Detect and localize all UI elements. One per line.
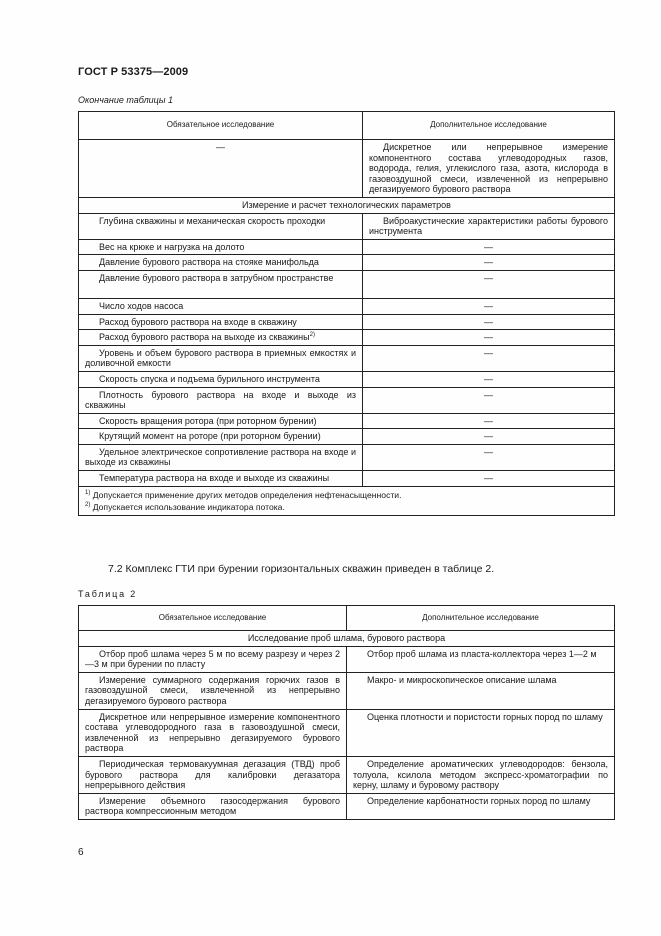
table-cell: Отбор проб шлама через 5 м по всему разрезу и через 2—3 м при бурении по пласту bbox=[79, 646, 347, 672]
table-cell: Отбор проб шлама из пласта-коллектора через 1—2 м bbox=[347, 646, 615, 672]
table-cell: Дискретное или непрерывное измерение компонентного состава углеводородных газов, водорода, гелия, углекислого газа, азота, кислорода в газовоздушной смеси, извлеченной из непрерывно дегазируемого бурового раствора bbox=[363, 140, 615, 198]
table-row bbox=[79, 429, 615, 445]
footnote-mark: 1) bbox=[85, 489, 91, 496]
table-cell: Периодическая термовакуумная дегазация (ТВД) проб бурового раствора для калибровки дегазатора непрерывного действия bbox=[79, 756, 347, 793]
table-cell: Плотность бурового раствора на входе и выходе из скважины bbox=[79, 387, 363, 413]
table-row bbox=[79, 444, 615, 470]
table-row bbox=[79, 709, 615, 756]
footnote-mark: 2) bbox=[309, 332, 315, 339]
table-row bbox=[79, 298, 615, 314]
footnote-text: Допускается применение других методов определения нефтенасыщенности. bbox=[92, 489, 402, 500]
table-cell: Давление бурового раствора в затрубном пространстве bbox=[79, 270, 363, 298]
table-cell: Расход бурового раствора на входе в скважину bbox=[79, 314, 363, 330]
table-cell: Температура раствора на входе и выходе из скважины bbox=[79, 471, 363, 487]
table-row bbox=[79, 314, 615, 330]
table-cell: — bbox=[363, 413, 615, 429]
table-header-row bbox=[79, 112, 615, 140]
table-cell: Определение карбонатности горных пород по шламу bbox=[347, 793, 615, 819]
section-row bbox=[79, 631, 615, 647]
footnote-text: Допускается использование индикатора потока. bbox=[92, 501, 285, 512]
table-cell: — bbox=[363, 330, 615, 346]
table-cell: Определение ароматических углеводородов: бензола, толуола, ксилола методом экспресс-хроматографии по керну, шламу и буровому раствору bbox=[347, 756, 615, 793]
table-row bbox=[79, 756, 615, 793]
table-row bbox=[79, 672, 615, 709]
table-row bbox=[79, 330, 615, 346]
paragraph-7-2: 7.2 Комплекс ГТИ при бурении горизонтальных скважин приведен в таблице 2. bbox=[108, 563, 495, 575]
table-cell bbox=[79, 330, 363, 346]
column-header: Дополнительное исследование bbox=[363, 112, 615, 140]
footnote bbox=[85, 489, 608, 501]
column-header: Дополнительное исследование bbox=[347, 606, 615, 631]
table-row bbox=[79, 793, 615, 819]
table-row bbox=[79, 270, 615, 298]
table-row bbox=[79, 255, 615, 271]
column-header: Обязательное исследование bbox=[79, 112, 363, 140]
table-cell: Макро- и микроскопическое описание шлама bbox=[347, 672, 615, 709]
table-cell: Крутящий момент на роторе (при роторном бурении) bbox=[79, 429, 363, 445]
table-row bbox=[79, 239, 615, 255]
table-row bbox=[79, 140, 615, 198]
table-cell: — bbox=[363, 444, 615, 470]
table-header-row bbox=[79, 606, 615, 631]
document-header: ГОСТ Р 53375—2009 bbox=[78, 66, 189, 78]
table-cell: — bbox=[363, 371, 615, 387]
page-number: 6 bbox=[78, 847, 84, 858]
table-cell: Измерение суммарного содержания горючих газов в газовоздушной смеси, извлеченной из непрерывно дегазируемого бурового раствора bbox=[79, 672, 347, 709]
table-row bbox=[79, 213, 615, 239]
table-2 bbox=[78, 605, 615, 820]
notes-row bbox=[79, 486, 615, 515]
table-row bbox=[79, 371, 615, 387]
table-row bbox=[79, 646, 615, 672]
table-cell: Виброакустические характеристики работы бурового инструмента bbox=[363, 213, 615, 239]
table-cell: Дискретное или непрерывное измерение компонентного состава углеводородного газа в газовоздушной смеси, извлеченной из непрерывно дегазируемого бурового раствора bbox=[79, 709, 347, 756]
table-cell: Удельное электрическое сопротивление раствора на входе и выходе из скважины bbox=[79, 444, 363, 470]
table-cell: Давление бурового раствора на стояке манифольда bbox=[79, 255, 363, 271]
footnote-mark: 2) bbox=[85, 501, 91, 508]
table-cell: Глубина скважины и механическая скорость проходки bbox=[79, 213, 363, 239]
table-cell: — bbox=[363, 387, 615, 413]
table-cell: — bbox=[363, 429, 615, 445]
table-cell: — bbox=[79, 140, 363, 198]
table-cell: Оценка плотности и пористости горных пород по шламу bbox=[347, 709, 615, 756]
table-cell: — bbox=[363, 298, 615, 314]
section-heading: Измерение и расчет технологических параметров bbox=[79, 197, 615, 213]
table-cell: — bbox=[363, 239, 615, 255]
table2-caption: Таблица 2 bbox=[78, 589, 137, 599]
table-cell: — bbox=[363, 255, 615, 271]
section-heading: Исследование проб шлама, бурового раствора bbox=[79, 631, 615, 647]
table-cell: — bbox=[363, 345, 615, 371]
table-cell: Измерение объемного газосодержания бурового раствора компрессионным методом bbox=[79, 793, 347, 819]
table-row bbox=[79, 471, 615, 487]
footnote bbox=[85, 501, 608, 513]
table-cell: — bbox=[363, 314, 615, 330]
table-1 bbox=[78, 111, 615, 516]
table-cell: Уровень и объем бурового раствора в приемных емкостях и доливочной емкости bbox=[79, 345, 363, 371]
cell-text: Расход бурового раствора на выходе из скважины bbox=[99, 332, 310, 343]
table-cell: — bbox=[363, 471, 615, 487]
table-row bbox=[79, 413, 615, 429]
table1-caption: Окончание таблицы 1 bbox=[78, 95, 173, 105]
table-cell: Число ходов насоса bbox=[79, 298, 363, 314]
table-row bbox=[79, 345, 615, 371]
column-header: Обязательное исследование bbox=[79, 606, 347, 631]
table-cell: — bbox=[363, 270, 615, 298]
section-row bbox=[79, 197, 615, 213]
table-cell: Скорость вращения ротора (при роторном бурении) bbox=[79, 413, 363, 429]
table-row bbox=[79, 387, 615, 413]
table-cell: Вес на крюке и нагрузка на долото bbox=[79, 239, 363, 255]
table-notes bbox=[79, 486, 615, 515]
table-cell: Скорость спуска и подъема бурильного инструмента bbox=[79, 371, 363, 387]
